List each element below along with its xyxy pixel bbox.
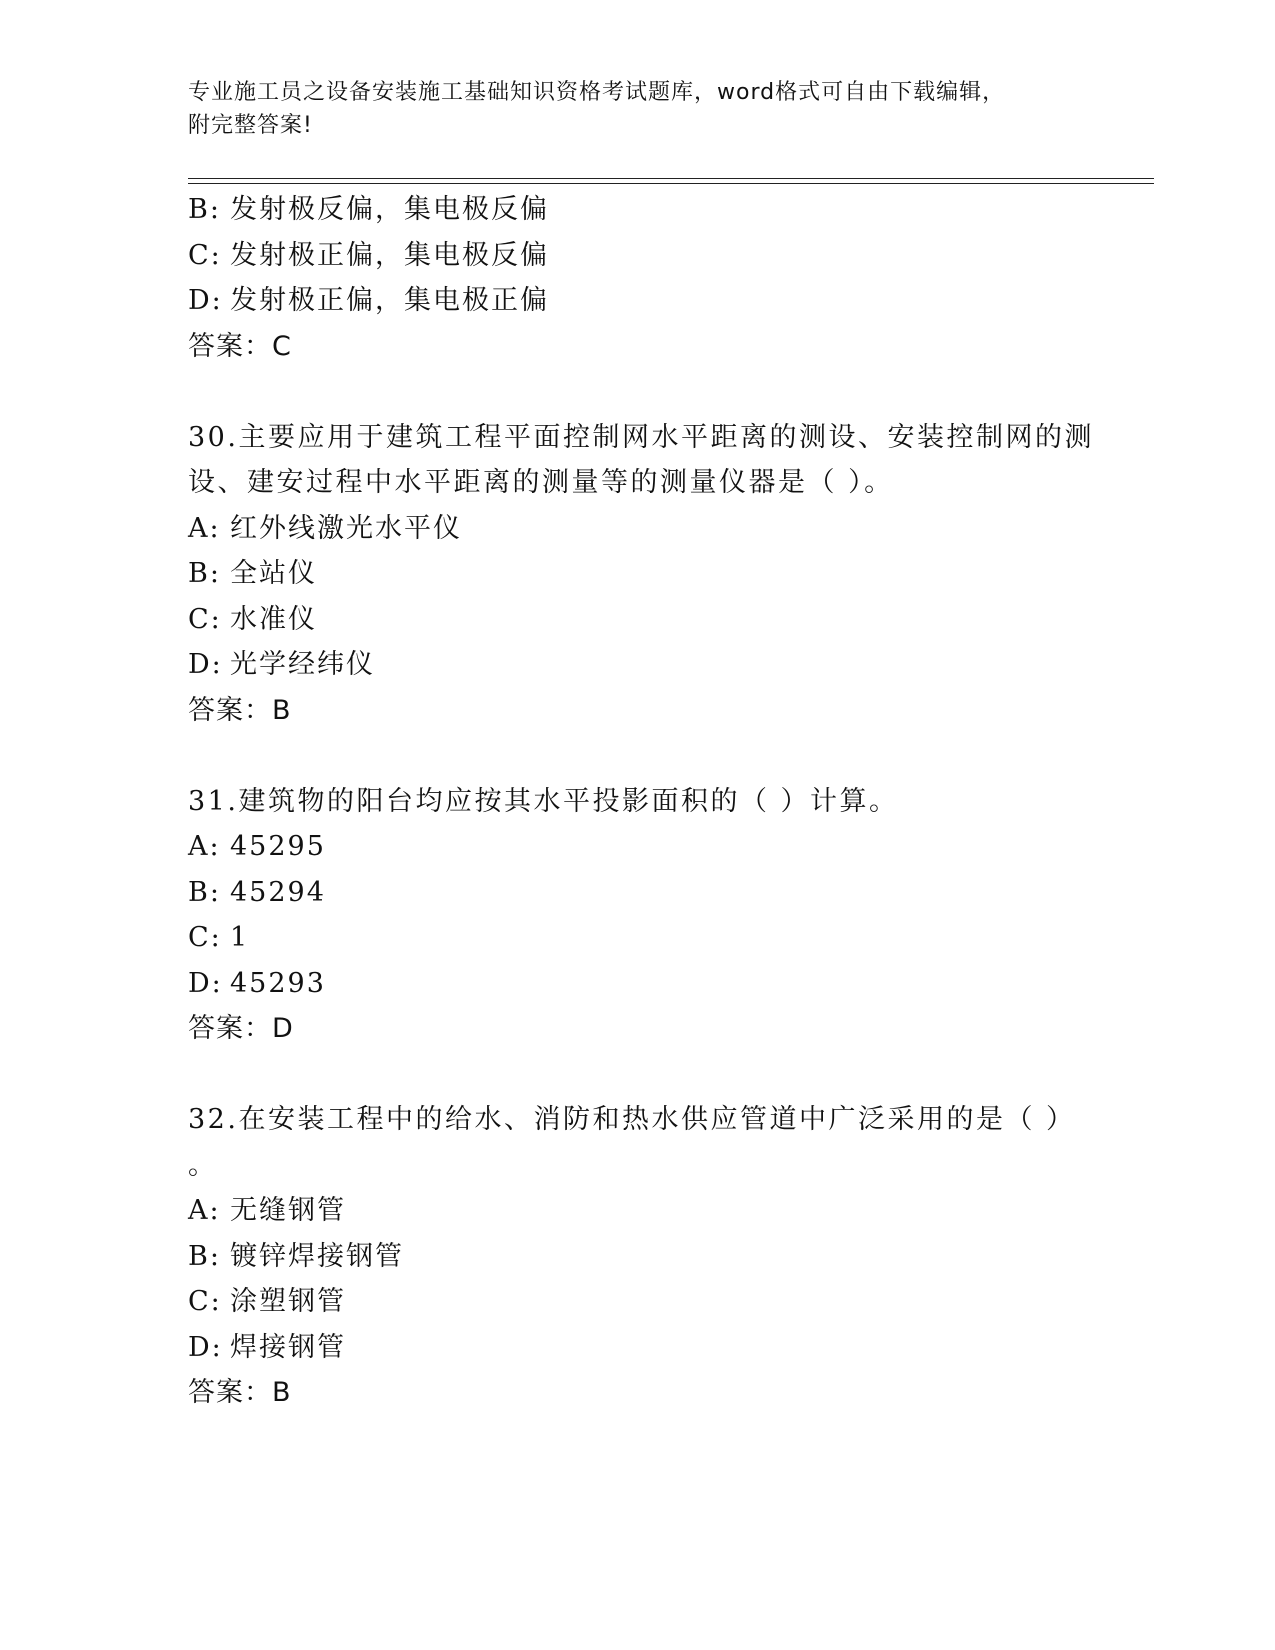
option-key: A: (188, 831, 221, 862)
option-text: 发射极正偏，集电极正偏 (230, 285, 549, 316)
option-text: 发射极反偏，集电极反偏 (230, 194, 549, 225)
question-text-line: 30.主要应用于建筑工程平面控制网水平距离的测设、安装控制网的测 (188, 421, 1094, 453)
option-key: C: (188, 603, 222, 635)
question-block-31 (188, 779, 1088, 1052)
answer-line: 答案：B (188, 694, 292, 726)
option-key: B: (188, 876, 221, 908)
document-header (188, 76, 1068, 142)
option-text: 焊接钢管 (230, 1331, 346, 1363)
option-key: D: (188, 649, 223, 680)
option-key: A: (188, 512, 221, 544)
option-c (188, 915, 1088, 961)
header-line-1: 专业施工员之设备安装施工基础知识资格考试题库，word格式可自由下载编辑， (188, 80, 1006, 105)
option-text: 光学经纬仪 (230, 649, 375, 680)
option-text: 全站仪 (230, 558, 317, 589)
header-divider-bottom (188, 183, 1154, 184)
option-text: 45295 (230, 831, 326, 862)
option-d (188, 1325, 1088, 1371)
option-b (188, 187, 1088, 233)
question-block-29 (188, 187, 1088, 369)
question-text-line: 设、建安过程中水平距离的测量等的测量仪器是（ ）。 (188, 467, 894, 498)
option-a (188, 824, 1088, 870)
option-text: 水准仪 (230, 603, 317, 635)
option-d (188, 642, 1088, 688)
option-b (188, 551, 1088, 597)
option-key: B: (188, 558, 221, 589)
question-text-line: 31.建筑物的阳台均应按其水平投影面积的（ ）计算。 (188, 785, 899, 817)
question-text-line: 32.在安装工程中的给水、消防和热水供应管道中广泛采用的是（ ） (188, 1104, 1076, 1135)
option-a (188, 506, 1088, 552)
spacer (188, 369, 1088, 415)
header-line-2: 附完整答案! (188, 113, 313, 138)
option-text: 无缝钢管 (230, 1195, 346, 1226)
option-d (188, 961, 1088, 1007)
option-key: B: (188, 1240, 221, 1272)
question-block-30 (188, 415, 1094, 734)
answer-line: 答案：C (188, 330, 292, 362)
answer-line: 答案：B (188, 1377, 292, 1408)
option-c (188, 597, 1088, 643)
option-key: D: (188, 1331, 223, 1363)
question-list (188, 187, 1094, 1416)
option-b (188, 870, 1088, 916)
option-key: C: (188, 1286, 222, 1317)
option-text: 镀锌焊接钢管 (230, 1240, 404, 1272)
question-block-32 (188, 1097, 1088, 1416)
option-c (188, 1279, 1088, 1325)
option-key: C: (188, 239, 222, 271)
answer-line: 答案：D (188, 1013, 294, 1044)
spacer (188, 733, 1088, 779)
option-text: 1 (230, 922, 250, 953)
option-text: 发射极正偏，集电极反偏 (230, 239, 549, 271)
option-key: D: (188, 285, 223, 316)
option-key: B: (188, 194, 221, 225)
option-d (188, 278, 1088, 324)
option-b (188, 1234, 1088, 1280)
option-c (188, 233, 1088, 279)
spacer (188, 1052, 1088, 1098)
question-text-line: 。 (188, 1149, 218, 1181)
option-key: A: (188, 1195, 221, 1226)
option-a (188, 1188, 1088, 1234)
option-text: 45293 (230, 967, 326, 999)
option-key: D: (188, 967, 223, 999)
option-text: 涂塑钢管 (230, 1286, 346, 1317)
option-text: 45294 (230, 876, 326, 908)
option-key: C: (188, 922, 222, 953)
option-text: 红外线激光水平仪 (230, 512, 462, 544)
header-divider-top (188, 178, 1154, 179)
